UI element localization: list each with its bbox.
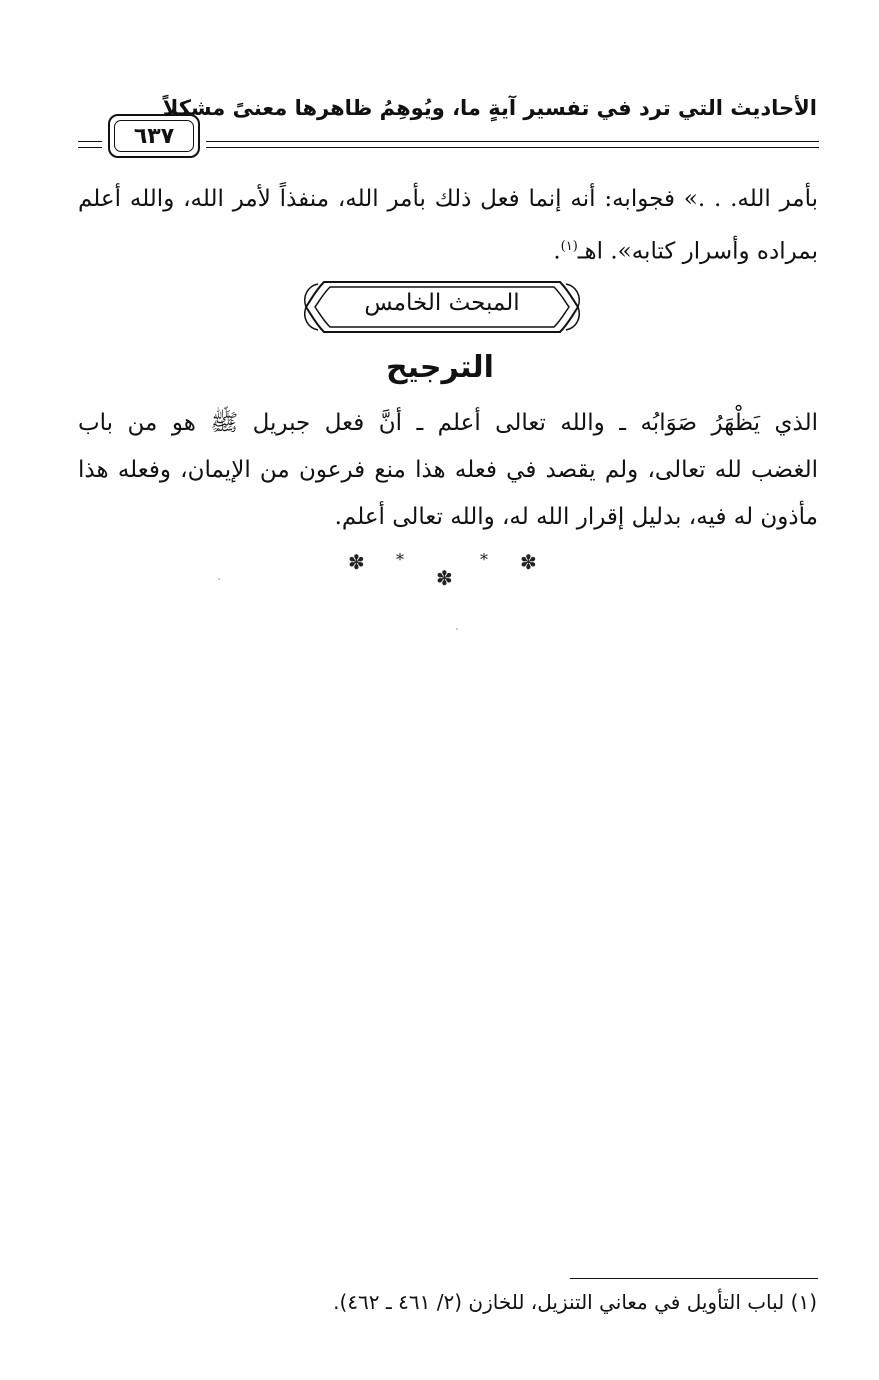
section-heading-frame <box>302 276 582 338</box>
main-paragraph <box>78 400 818 541</box>
intro-paragraph <box>78 176 818 276</box>
print-speck <box>218 578 220 580</box>
intro-line-2 <box>78 223 818 276</box>
page-number-frame <box>108 114 200 158</box>
footnote-separator <box>570 1278 818 1279</box>
main-line-3: مأذون له فيه، بدليل إقرار الله له، والله تعالى أعلم. <box>334 504 818 530</box>
ornament-star-icon: * <box>396 550 404 569</box>
section-heading: المبحث الخامس <box>364 290 520 316</box>
running-title: الأحاديث التي ترد في تفسير آيةٍ ما، ويُوهِمُ ظاهرها معنىً مشكلاً <box>162 96 817 120</box>
ornament-star-icon: ✽ <box>520 550 537 574</box>
intro-line-2-text: بمراده وأسرار كتابه». اهـ <box>577 238 818 265</box>
header-double-rule-short <box>78 141 102 148</box>
intro-line-2-end: . <box>553 238 561 265</box>
section-title: الترجيح <box>386 350 494 385</box>
footnote: (١) لباب التأويل في معاني التنزيل، للخازن (٢/ ٤٦١ ـ ٤٦٢). <box>333 1290 817 1314</box>
footnote-reference[interactable]: (١) <box>560 239 578 254</box>
ornament-star-icon: ✽ <box>348 550 365 574</box>
ornament-star-icon: * <box>480 550 488 569</box>
page-number: ٦٣٧ <box>114 120 194 152</box>
main-line-1: الذي يَظْهَرُ صَوَابُه ـ والله تعالى أعلم ـ أنَّ فعل جبريل ﷺ هو من باب <box>78 410 818 436</box>
header-rule <box>78 108 819 158</box>
main-line-2: الغضب لله تعالى، ولم يقصد في فعله هذا منع فرعون من الإيمان، وفعله هذا <box>78 457 818 483</box>
ornament-star-icon: ✽ <box>436 566 453 590</box>
header-double-rule <box>206 141 819 148</box>
intro-line-1: بأمر الله. . .» فجوابه: أنه إنما فعل ذلك بأمر الله، منفذاً لأمر الله، والله أعلم <box>78 186 819 212</box>
print-speck <box>456 628 458 630</box>
section-end-ornament <box>340 548 550 594</box>
